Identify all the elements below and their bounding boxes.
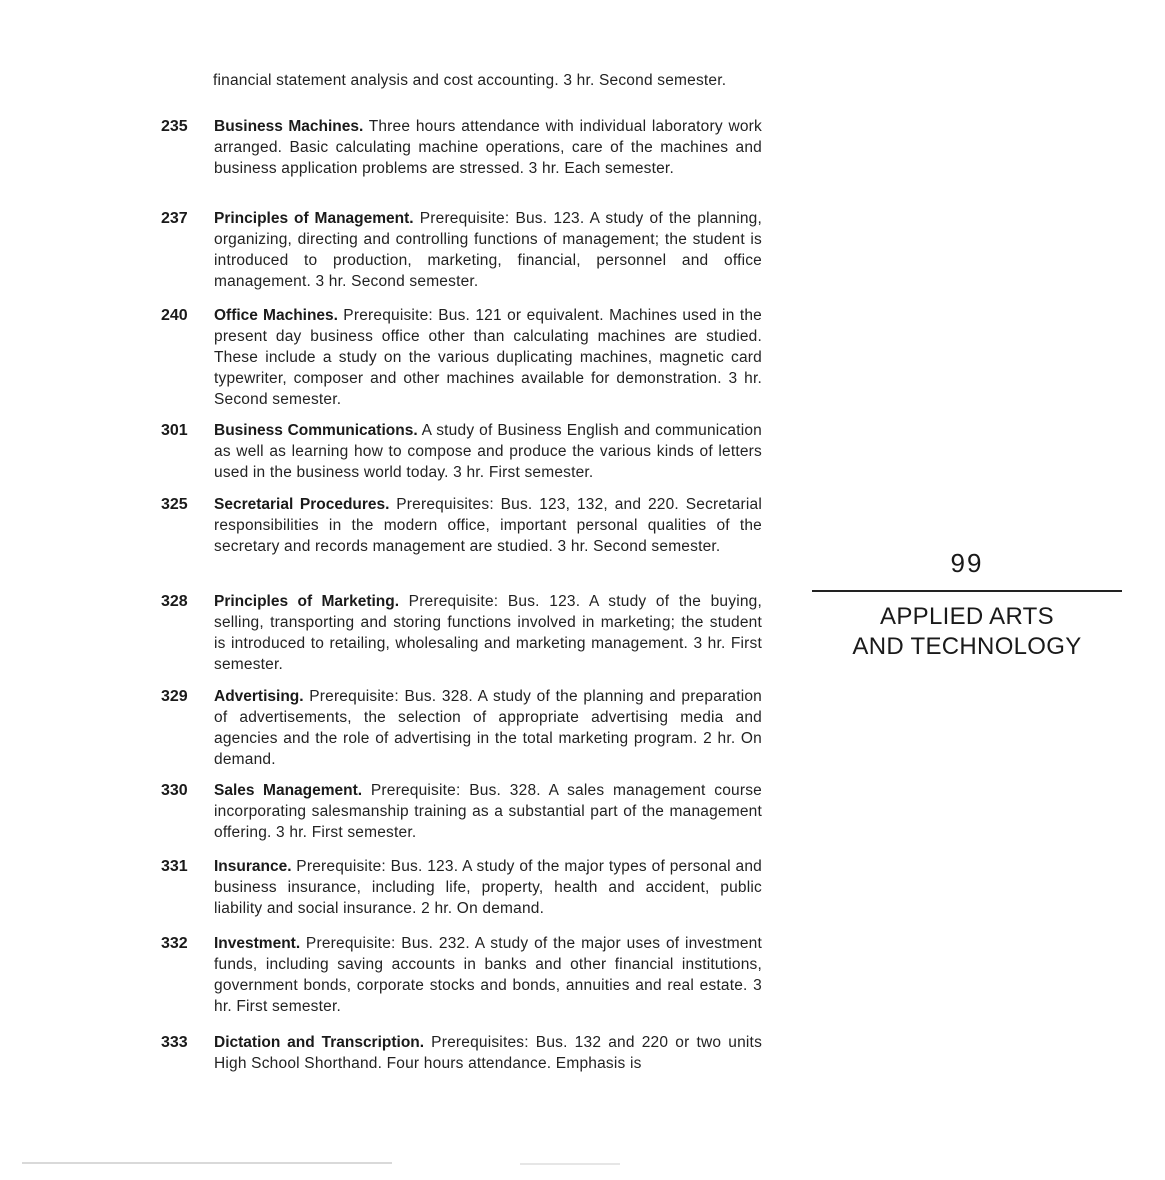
course-description	[214, 591, 762, 675]
course-number: 331	[161, 858, 188, 875]
course-description	[214, 420, 762, 483]
course-number: 301	[161, 422, 188, 439]
course-title: Investment.	[214, 935, 301, 952]
course-title: Sales Management.	[214, 782, 363, 799]
course-number: 237	[161, 210, 188, 227]
course-description	[214, 116, 762, 179]
course-description	[214, 933, 762, 1017]
course-title: Secretarial Procedures.	[214, 496, 390, 513]
course-description	[214, 208, 762, 292]
course-text: Prerequisites: Bus. 123, 132, and 220. Secretarial responsibilities in the modern office, important personal qualities of the secretary and records management are studied. 3 hr. Second semester.	[214, 496, 762, 555]
course-number: 328	[161, 593, 188, 610]
course-title: Business Communications.	[214, 422, 418, 439]
course-number: 329	[161, 688, 188, 705]
course-description	[214, 305, 762, 410]
course-text: Prerequisite: Bus. 121 or equivalent. Machines used in the present day business office other than calculating machines are studied. These include a study on the various duplicating machines, magnetic card typewriter, composer and other machines available for demonstration. 3 hr. Second semester.	[214, 307, 762, 408]
course-description	[214, 780, 762, 843]
section-divider	[812, 590, 1122, 592]
course-number: 235	[161, 118, 188, 135]
section-title-line: AND TECHNOLOGY	[852, 633, 1082, 660]
footer-divider	[22, 1162, 392, 1164]
course-number: 325	[161, 496, 188, 513]
course-text: Prerequisite: Bus. 123. A study of the planning, organizing, directing and controlling functions of management; the student is introduced to production, marketing, financial, personnel and office management. 3 hr. Second semester.	[214, 210, 762, 290]
course-title: Business Machines.	[214, 118, 364, 135]
course-description	[214, 1032, 762, 1074]
course-description	[214, 686, 762, 770]
footer-divider	[520, 1163, 620, 1165]
course-number: 330	[161, 782, 188, 799]
section-title	[812, 602, 1122, 662]
continuation-text: financial statement analysis and cost accounting. 3 hr. Second semester.	[213, 72, 727, 89]
course-title: Office Machines.	[214, 307, 338, 324]
course-text: Three hours attendance with individual laboratory work arranged. Basic calculating machine operations, care of the machines and business application problems are stressed. 3 hr. Each semester.	[214, 118, 762, 177]
course-description	[214, 494, 762, 557]
course-title: Principles of Management.	[214, 210, 414, 227]
section-title-line: APPLIED ARTS	[880, 603, 1054, 630]
course-text: Prerequisite: Bus. 232. A study of the major uses of investment funds, including saving accounts in banks and other financial institutions, government bonds, corporate stocks and bonds, annuities and real estate. 3 hr. First semester.	[214, 935, 762, 1015]
page-number: 99	[950, 548, 984, 578]
course-number: 332	[161, 935, 188, 952]
course-title: Advertising.	[214, 688, 304, 705]
course-title: Principles of Marketing.	[214, 593, 400, 610]
course-number: 333	[161, 1034, 188, 1051]
course-text: Prerequisites: Bus. 132 and 220 or two units High School Shorthand. Four hours attendance. Emphasis is	[214, 1034, 763, 1072]
course-number: 240	[161, 307, 188, 324]
course-text: Prerequisite: Bus. 123. A study of the major types of personal and business insurance, including life, property, health and accident, public liability and social insurance. 2 hr. On demand.	[214, 858, 762, 917]
course-title: Insurance.	[214, 858, 292, 875]
section-header	[812, 548, 1122, 662]
course-text: Prerequisite: Bus. 123. A study of the buying, selling, transporting and storing functions involved in marketing; the student is introduced to retailing, wholesaling and marketing management. 3 hr. First semester.	[214, 593, 762, 673]
course-text: A study of Business English and communication as well as learning how to compose and produce the various kinds of letters used in the business world today. 3 hr. First semester.	[214, 422, 763, 481]
course-description	[214, 856, 762, 919]
course-text: Prerequisite: Bus. 328. A sales management course incorporating salesmanship training as a substantial part of the management offering. 3 hr. First semester.	[214, 782, 762, 841]
course-title: Dictation and Transcription.	[214, 1034, 425, 1051]
course-text: Prerequisite: Bus. 328. A study of the planning and preparation of advertisements, the selection of appropriate advertising media and agencies and the role of advertising in the total marketing program. 2 hr. On demand.	[214, 688, 762, 768]
